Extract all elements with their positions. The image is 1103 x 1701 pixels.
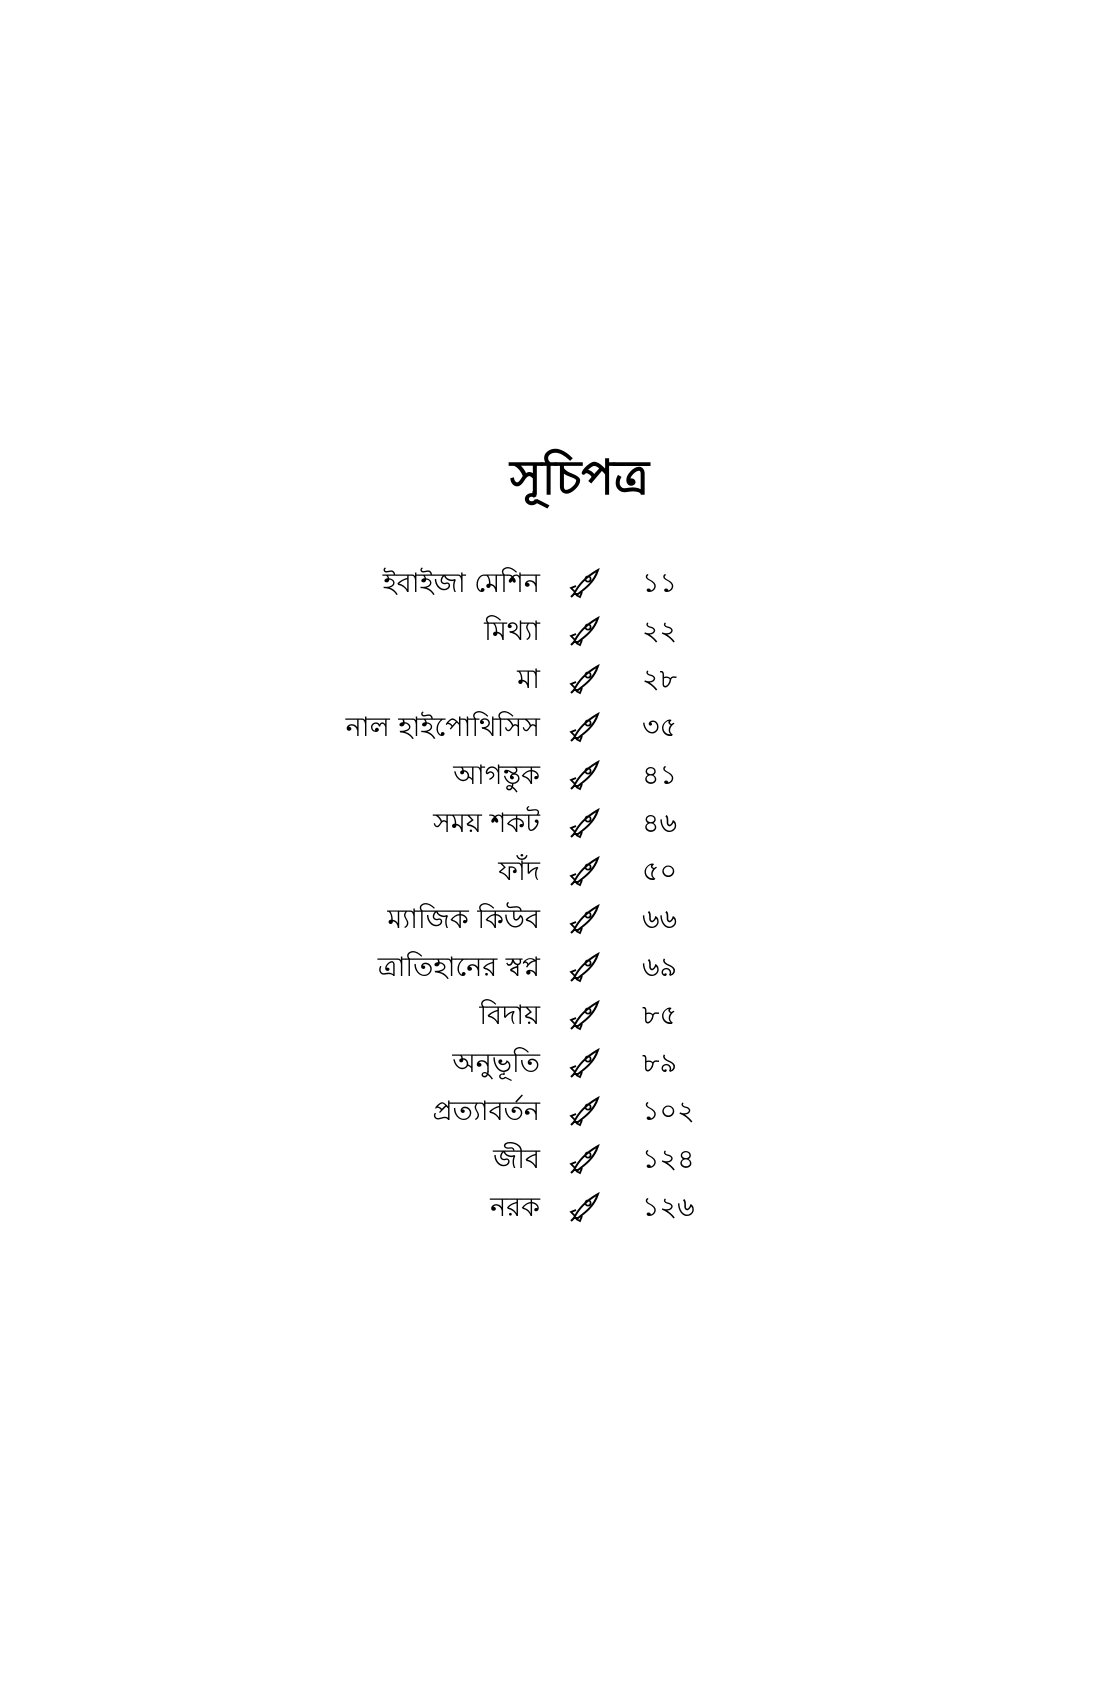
toc-entry-title: ত্রাতিহানের স্বপ্ন <box>377 952 540 983</box>
toc-entry-page: ৪১ <box>642 760 678 791</box>
toc-row <box>300 612 760 660</box>
rocket-icon <box>568 662 602 696</box>
rocket-icon <box>568 902 602 936</box>
toc-row <box>300 756 760 804</box>
toc-row <box>300 1044 760 1092</box>
toc-row <box>300 1188 760 1236</box>
toc-row <box>300 660 760 708</box>
toc-entry-title: বিদায় <box>479 1000 540 1031</box>
toc-row <box>300 996 760 1044</box>
toc-entry-page: ২২ <box>642 616 678 647</box>
toc-row <box>300 1140 760 1188</box>
toc-entry-title: ফাঁদ <box>498 856 540 887</box>
toc-entry-title: ম্যাজিক কিউব <box>387 904 540 935</box>
toc-entry-page: ১২৪ <box>642 1144 695 1175</box>
toc-row <box>300 804 760 852</box>
toc-entry-title: মিথ্যা <box>484 616 540 647</box>
toc-row <box>300 900 760 948</box>
toc-entry-page: ১০২ <box>642 1096 695 1127</box>
rocket-icon <box>568 758 602 792</box>
toc-entry-page: ২৮ <box>642 664 678 695</box>
toc-entry-page: ৮৯ <box>642 1048 678 1079</box>
toc-entry-page: ৩৫ <box>642 712 678 743</box>
rocket-icon <box>568 998 602 1032</box>
toc-entry-page: ৫০ <box>642 856 678 887</box>
table-of-contents <box>300 564 760 1236</box>
toc-row <box>300 852 760 900</box>
rocket-icon <box>568 854 602 888</box>
toc-row <box>300 948 760 996</box>
rocket-icon <box>568 950 602 984</box>
toc-entry-title: নাল হাইপোথিসিস <box>345 712 540 743</box>
toc-entry-title: সময় শকট <box>433 808 540 839</box>
rocket-icon <box>568 614 602 648</box>
toc-entry-page: ৬৯ <box>642 952 678 983</box>
toc-row <box>300 708 760 756</box>
rocket-icon <box>568 566 602 600</box>
toc-entry-page: ৮৫ <box>642 1000 678 1031</box>
toc-entry-page: ১১ <box>642 568 678 599</box>
toc-row <box>300 564 760 612</box>
toc-entry-page: ৪৬ <box>642 808 678 839</box>
rocket-icon <box>568 1094 602 1128</box>
toc-entry-page: ১২৬ <box>642 1192 695 1223</box>
toc-entry-title: ইবাইজা মেশিন <box>382 568 540 599</box>
toc-entry-title: প্রত্যাবর্তন <box>432 1096 540 1127</box>
toc-entry-title: জীব <box>493 1144 540 1175</box>
rocket-icon <box>568 1046 602 1080</box>
rocket-icon <box>568 1142 602 1176</box>
rocket-icon <box>568 1190 602 1224</box>
rocket-icon <box>568 806 602 840</box>
toc-row <box>300 1092 760 1140</box>
page-title: সূচিপত্র <box>510 450 650 506</box>
rocket-icon <box>568 710 602 744</box>
toc-entry-page: ৬৬ <box>642 904 678 935</box>
toc-entry-title: মা <box>517 664 540 695</box>
toc-entry-title: নরক <box>490 1192 540 1223</box>
toc-entry-title: আগন্তুক <box>453 760 540 791</box>
toc-entry-title: অনুভূতি <box>452 1048 540 1079</box>
